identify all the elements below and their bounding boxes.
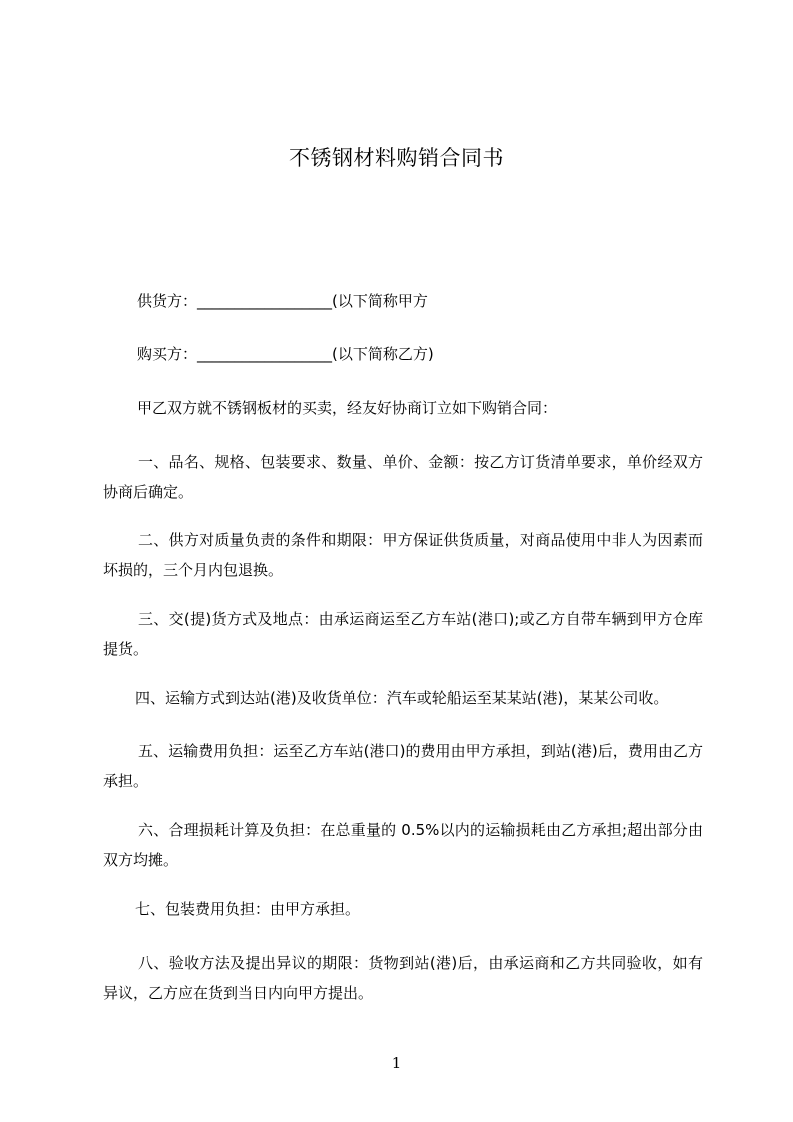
clause-7: 七、包装费用负担：由甲方承担。 <box>135 900 361 918</box>
clause-8: 八、验收方法及提出异议的期限：货物到站(港)后，由承运商和乙方共同验收，如有异议，乙方应在货到当日内向甲方提出。 <box>103 954 703 1002</box>
clause-6: 六、合理损耗计算及负担：在总重量的 0.5%以内的运输损耗由乙方承担;超出部分由双方均摊。 <box>103 821 703 869</box>
buyer-line: 购买方：__________________(以下简称乙方) <box>137 345 434 363</box>
clause-5: 五、运输费用负担：运至乙方车站(港口)的费用由甲方承担，到站(港)后，费用由乙方承担。 <box>103 742 703 790</box>
document-title: 不锈钢材料购销合同书 <box>289 146 504 170</box>
page-number: 1 <box>391 1054 402 1072</box>
seller-line: 供货方：__________________(以下简称甲方 <box>137 292 428 310</box>
clause-4: 四、运输方式到达站(港)及收货单位：汽车或轮船运至某某站(港)，某某公司收。 <box>135 689 669 707</box>
clause-3: 三、交(提)货方式及地点：由承运商运至乙方车站(港口);或乙方自带车辆到甲方仓库提货。 <box>103 610 703 658</box>
clause-1: 一、品名、规格、包装要求、数量、单价、金额：按乙方订货清单要求，单价经双方协商后确定。 <box>103 453 703 501</box>
clause-2: 二、供方对质量负责的条件和期限：甲方保证供货质量，对商品使用中非人为因素而坏损的，三个月内包退换。 <box>103 531 703 579</box>
intro-paragraph: 甲乙双方就不锈钢板材的买卖，经友好协商订立如下购销合同： <box>137 399 558 417</box>
